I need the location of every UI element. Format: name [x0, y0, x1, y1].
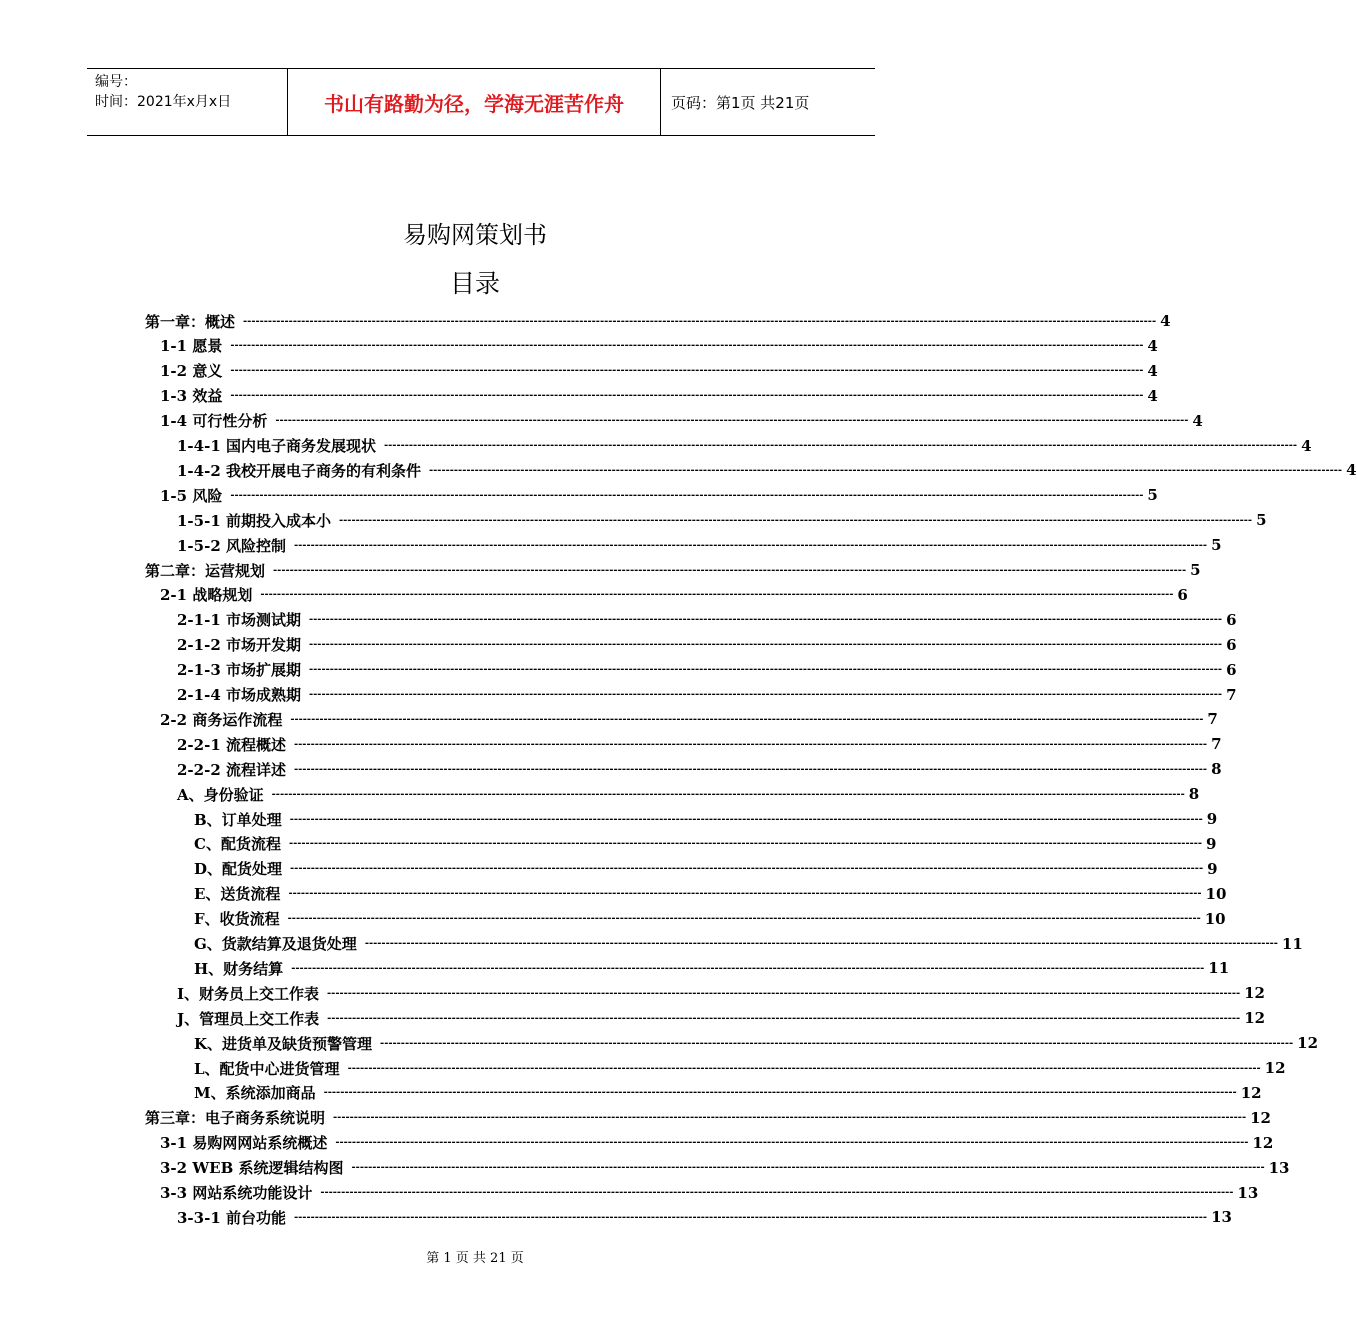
header-motto: 书山有路勤为径，学海无涯苦作舟 [324, 91, 624, 116]
toc-entry[interactable]: 1-4-2 我校开展电子商务的有利条件 ---------------------------------------------------------------------------------------------------------------------------------------------------------------------------------------------------------------------------- 4 [177, 461, 1357, 480]
toc-entry[interactable]: 1-4 可行性分析 ---------------------------------------------------------------------------------------------------------------------------------------------------------------------------------------------------------------------------- 4 [160, 411, 1203, 431]
toc-entry[interactable]: 1-1 愿景 ---------------------------------------------------------------------------------------------------------------------------------------------------------------------------------------------------------------------------- 4 [160, 336, 1158, 356]
toc-entry[interactable]: 1-3 效益 ---------------------------------------------------------------------------------------------------------------------------------------------------------------------------------------------------------------------------- 4 [160, 386, 1158, 406]
number-label: 编号： [95, 74, 137, 90]
toc-entry[interactable]: D、配货处理 ---------------------------------------------------------------------------------------------------------------------------------------------------------------------------------------------------------------------------- 9 [194, 859, 1218, 879]
toc-entry[interactable]: K、进货单及缺货预警管理 ---------------------------------------------------------------------------------------------------------------------------------------------------------------------------------------------------------------------------- 12 [194, 1034, 1319, 1053]
header-motto-cell [287, 69, 661, 135]
header-page-info: 页码：第1页 共21页 [671, 93, 810, 112]
toc-entry[interactable]: 2-1 战略规划 ---------------------------------------------------------------------------------------------------------------------------------------------------------------------------------------------------------------------------- 6 [160, 585, 1188, 605]
toc-entry[interactable]: 2-2-2 流程详述 ---------------------------------------------------------------------------------------------------------------------------------------------------------------------------------------------------------------------------- 8 [177, 760, 1222, 779]
toc-entry[interactable]: J、管理员上交工作表 ---------------------------------------------------------------------------------------------------------------------------------------------------------------------------------------------------------------------------- 12 [177, 1009, 1266, 1028]
toc-entry[interactable]: 第一章：概述 ---------------------------------------------------------------------------------------------------------------------------------------------------------------------------------------------------------------------------- 4 [145, 312, 1171, 331]
toc-entry[interactable]: 1-5-1 前期投入成本小 ---------------------------------------------------------------------------------------------------------------------------------------------------------------------------------------------------------------------------- 5 [177, 511, 1267, 530]
toc-entry[interactable]: 3-3-1 前台功能 ---------------------------------------------------------------------------------------------------------------------------------------------------------------------------------------------------------------------------- 13 [177, 1208, 1232, 1227]
toc-entry[interactable]: G、货款结算及退货处理 ---------------------------------------------------------------------------------------------------------------------------------------------------------------------------------------------------------------------------- 11 [194, 934, 1303, 953]
toc-entry[interactable]: 第二章：运营规划 ---------------------------------------------------------------------------------------------------------------------------------------------------------------------------------------------------------------------------- 5 [145, 561, 1201, 580]
toc-title: 目录 [449, 269, 500, 298]
toc-entry[interactable]: F、收货流程 ---------------------------------------------------------------------------------------------------------------------------------------------------------------------------------------------------------------------------- 10 [194, 909, 1226, 929]
page-footer: 第 1 页 共 21 页 [426, 1251, 524, 1266]
toc-entry[interactable]: 2-1-2 市场开发期 ---------------------------------------------------------------------------------------------------------------------------------------------------------------------------------------------------------------------------- 6 [177, 635, 1237, 655]
toc-entry[interactable]: 2-1-3 市场扩展期 ---------------------------------------------------------------------------------------------------------------------------------------------------------------------------------------------------------------------------- 6 [177, 660, 1237, 680]
toc-entry[interactable]: H、财务结算 ---------------------------------------------------------------------------------------------------------------------------------------------------------------------------------------------------------------------------- 11 [194, 959, 1230, 978]
toc-entry[interactable]: E、送货流程 ---------------------------------------------------------------------------------------------------------------------------------------------------------------------------------------------------------------------------- 10 [194, 884, 1227, 904]
toc-entry[interactable]: L、配货中心进货管理 ---------------------------------------------------------------------------------------------------------------------------------------------------------------------------------------------------------------------------- 12 [194, 1059, 1286, 1078]
toc-entry[interactable]: 1-5 风险 ---------------------------------------------------------------------------------------------------------------------------------------------------------------------------------------------------------------------------- 5 [160, 486, 1158, 505]
toc-entry[interactable]: 2-2 商务运作流程 ---------------------------------------------------------------------------------------------------------------------------------------------------------------------------------------------------------------------------- 7 [160, 710, 1218, 729]
toc-entry[interactable]: C、配货流程 ---------------------------------------------------------------------------------------------------------------------------------------------------------------------------------------------------------------------------- 9 [194, 834, 1217, 854]
toc-entry[interactable]: 1-2 意义 ---------------------------------------------------------------------------------------------------------------------------------------------------------------------------------------------------------------------------- 4 [160, 361, 1158, 381]
time-label: 时间：2021年x月x日 [95, 94, 232, 110]
toc-entry[interactable]: 2-1-4 市场成熟期 ---------------------------------------------------------------------------------------------------------------------------------------------------------------------------------------------------------------------------- 7 [177, 685, 1237, 704]
toc-entry[interactable]: 2-1-1 市场测试期 ---------------------------------------------------------------------------------------------------------------------------------------------------------------------------------------------------------------------------- 6 [177, 610, 1237, 630]
toc-entry[interactable]: 3-3 网站系统功能设计 ---------------------------------------------------------------------------------------------------------------------------------------------------------------------------------------------------------------------------- 13 [160, 1183, 1259, 1202]
toc-entry[interactable]: M、系统添加商品 ---------------------------------------------------------------------------------------------------------------------------------------------------------------------------------------------------------------------------- 12 [194, 1083, 1262, 1103]
toc-entry[interactable]: 3-2 WEB 系统逻辑结构图 ---------------------------------------------------------------------------------------------------------------------------------------------------------------------------------------------------------------------------- 13 [160, 1158, 1290, 1178]
header-meta [87, 69, 287, 135]
toc-entry[interactable]: 1-4-1 国内电子商务发展现状 ---------------------------------------------------------------------------------------------------------------------------------------------------------------------------------------------------------------------------- 4 [177, 436, 1312, 455]
toc-entry[interactable]: A、身份验证 ---------------------------------------------------------------------------------------------------------------------------------------------------------------------------------------------------------------------------- 8 [177, 785, 1200, 804]
toc-entry[interactable]: I、财务员上交工作表 ---------------------------------------------------------------------------------------------------------------------------------------------------------------------------------------------------------------------------- 12 [177, 984, 1265, 1003]
toc-entry[interactable]: 1-5-2 风险控制 ---------------------------------------------------------------------------------------------------------------------------------------------------------------------------------------------------------------------------- 5 [177, 536, 1222, 555]
toc-entry[interactable]: B、订单处理 ---------------------------------------------------------------------------------------------------------------------------------------------------------------------------------------------------------------------------- 9 [194, 810, 1218, 829]
toc-entry[interactable]: 2-2-1 流程概述 ---------------------------------------------------------------------------------------------------------------------------------------------------------------------------------------------------------------------------- 7 [177, 735, 1222, 754]
document-title: 易购网策划书 [403, 221, 547, 249]
page-header [87, 68, 875, 136]
toc-entry[interactable]: 第三章：电子商务系统说明 ---------------------------------------------------------------------------------------------------------------------------------------------------------------------------------------------------------------------------- 12 [145, 1108, 1271, 1128]
toc-entry[interactable]: 3-1 易购网网站系统概述 ---------------------------------------------------------------------------------------------------------------------------------------------------------------------------------------------------------------------------- 12 [160, 1133, 1274, 1153]
